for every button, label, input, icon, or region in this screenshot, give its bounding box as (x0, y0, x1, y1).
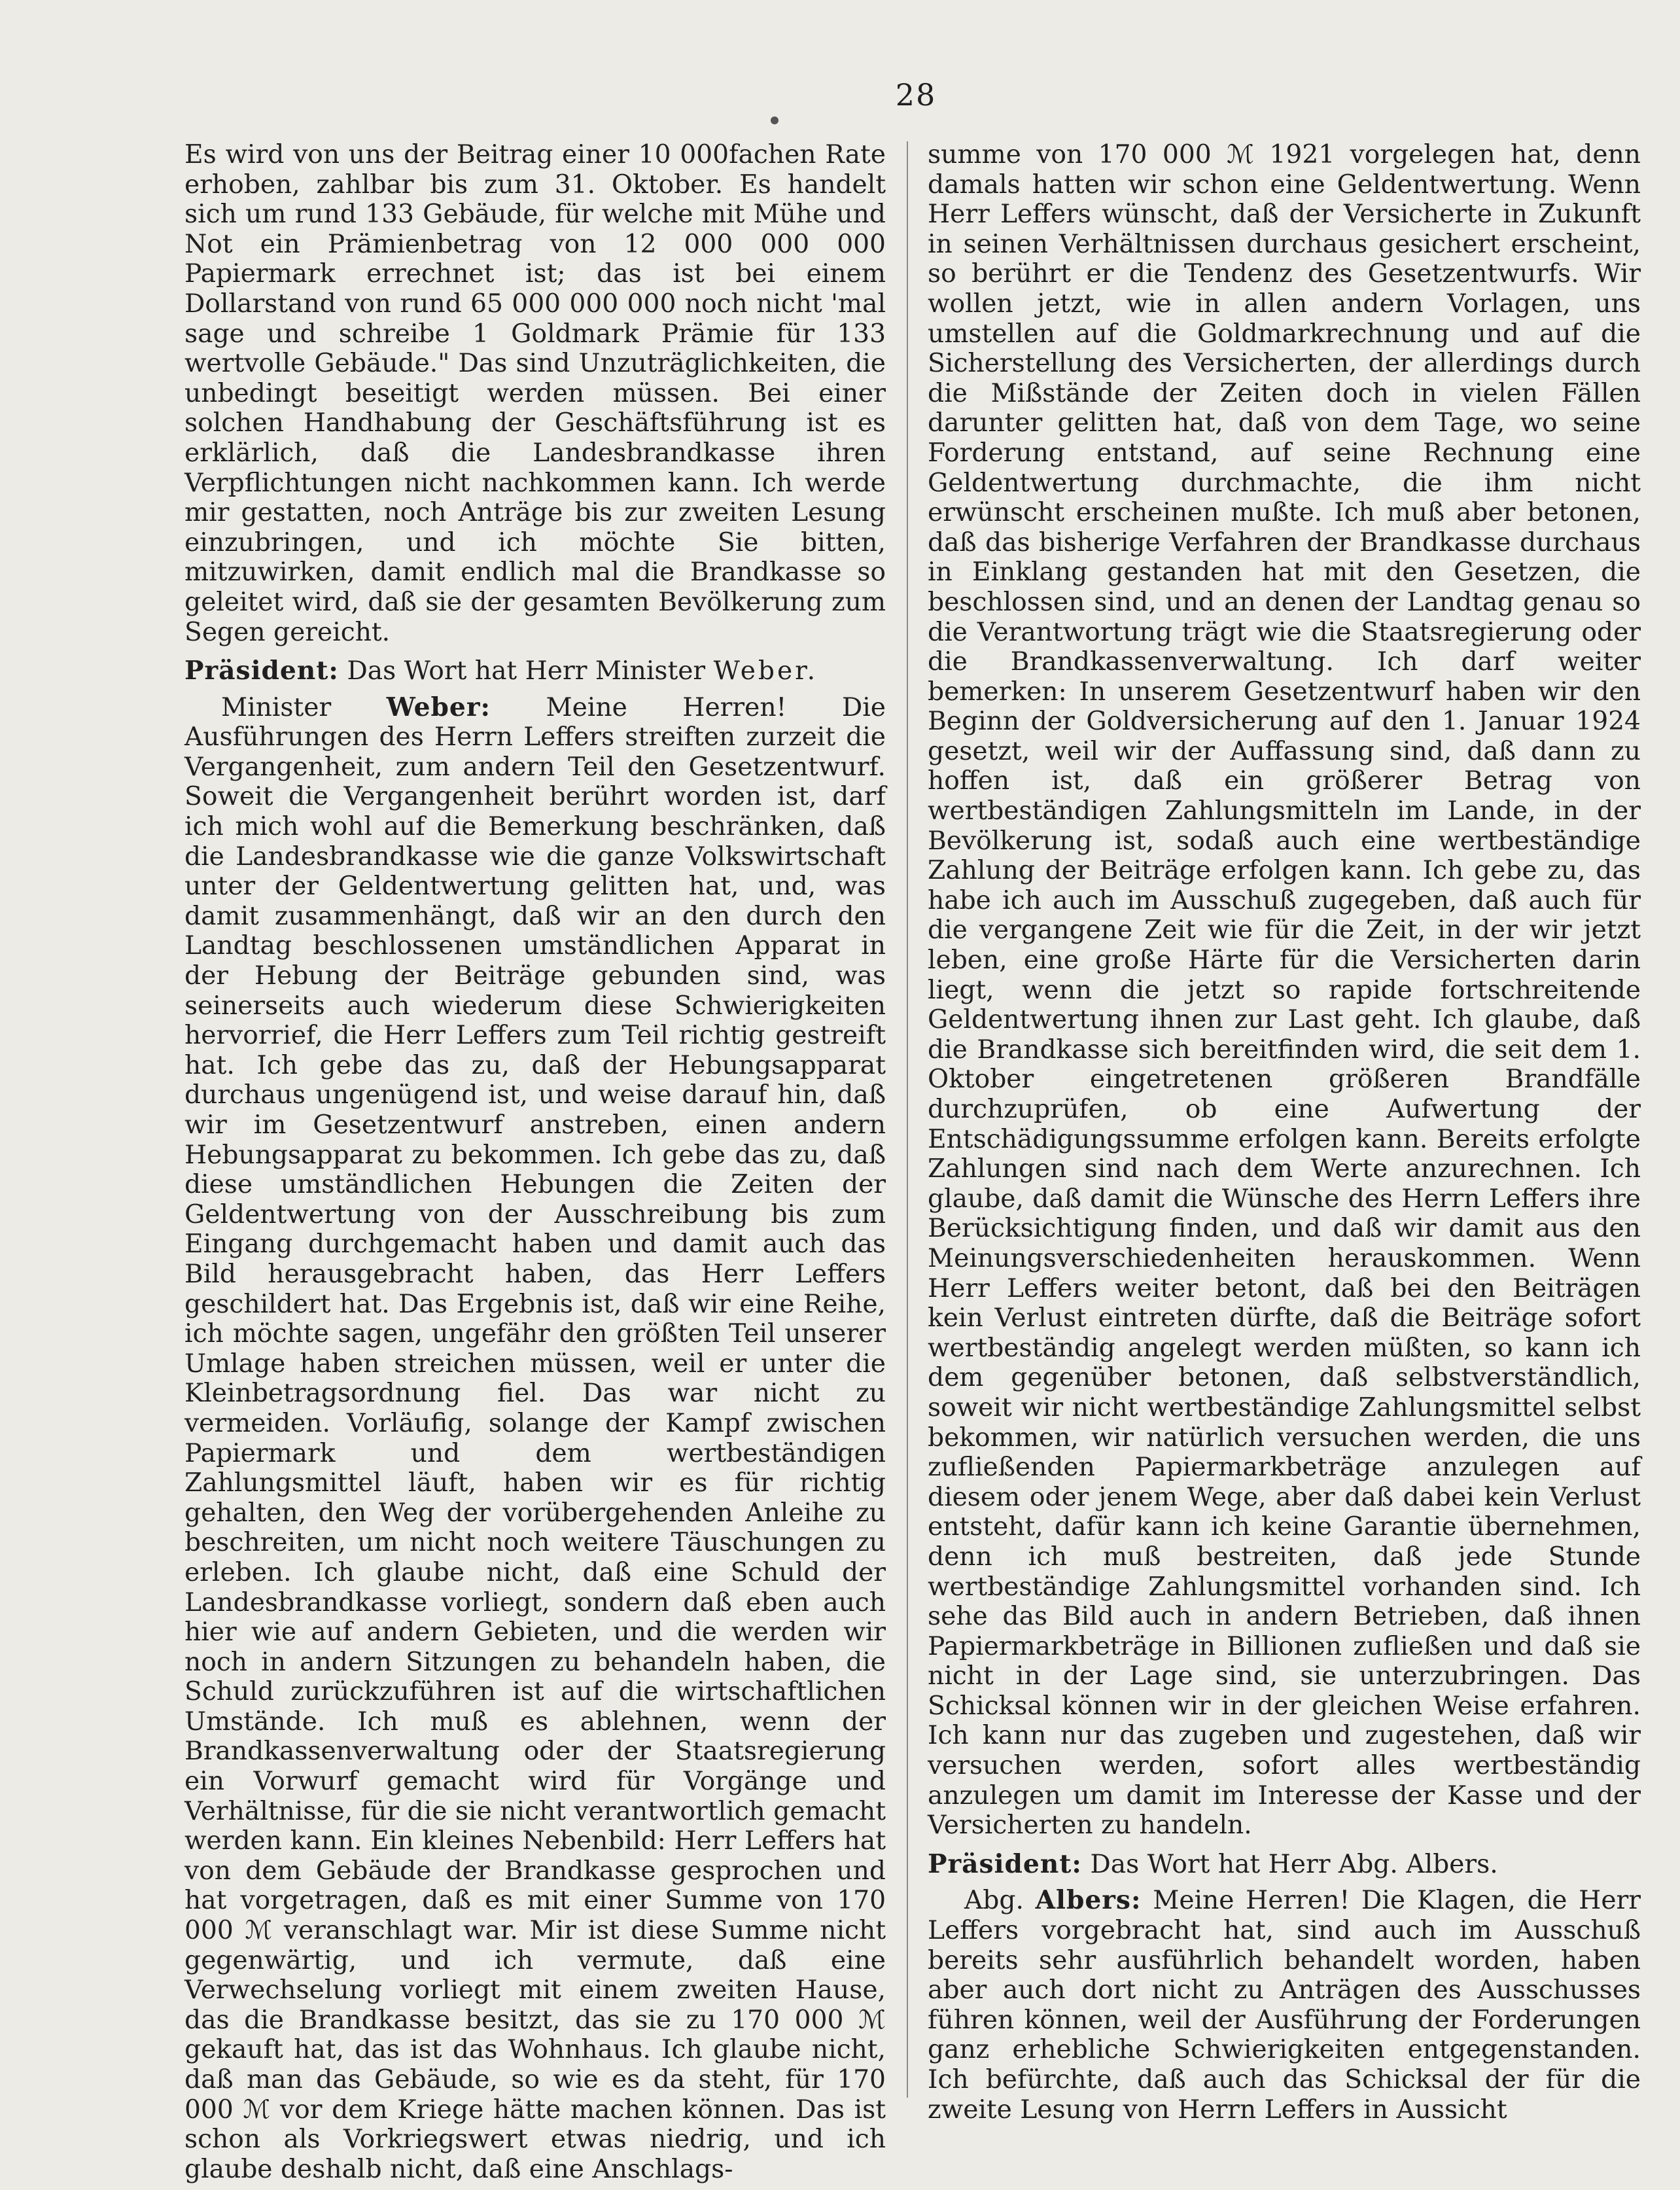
president-name: Weber. (713, 656, 818, 686)
president-label: Präsident: (184, 656, 339, 686)
page-number: 28 (895, 77, 937, 113)
minister-text: Meine Herren! Die Ausführungen des Herrn Leffers streiften zurzeit die Vergangenheit, zum andern Teil den Gesetzentwurf. Soweit die Vergangenheit berührt worden ist, darf ich mich wohl auf die Bemerkung beschränken, daß die Landesbrandkasse wie die ganze Volkswirtschaft unter der Geldentwertung gelitten hat, und, was damit zusammenhängt, daß wir an den durch den Landtag beschlossenen umständlichen Apparat in der Hebung der Beiträge gebunden sind, was seinerseits auch wiederum diese Schwierigkeiten hervorrief, die Herr Leffers zum Teil richtig gestreift hat. Ich gebe das zu, daß der Hebungsapparat durchaus ungenügend ist, und weise darauf hin, daß wir im Gesetzentwurf anstreben, einen andern Hebungsapparat zu bekommen. Ich gebe das zu, daß diese umständlichen Hebungen die Zeiten der Geldentwertung von der Ausschreibung bis zum Eingang durchgemacht haben und damit auch das Bild herausgebracht haben, das Herr Leffers geschildert hat. Das Ergebnis ist, daß wir eine Reihe, ich möchte sagen, ungefähr den größten Teil unserer Umlage haben streichen müssen, weil er unter die Kleinbetragsordnung fiel. Das war nicht zu vermeiden. Vorläufig, solange der Kampf zwischen Papiermark und dem wertbeständigen Zahlungsmittel läuft, haben wir es für richtig gehalten, den Weg der vorübergehenden Anleihe zu beschreiten, um nicht noch weitere Täuschungen zu erleben. Ich glaube nicht, daß eine Schuld der Landesbrandkasse vorliegt, sondern daß eben auch hier wie auf andern Gebieten, und die werden wir noch in andern Sitzungen zu behandeln haben, die Schuld zurückzuführen ist auf die wirtschaftlichen Umstände. Ich muß es ablehnen, wenn der Brandkassenverwaltung oder der Staatsregierung ein Vorwurf gemacht wird für Vorgänge und Verhältnisse, für die sie nicht verantwortlich gemacht werden kann. Ein kleines Nebenbild: Herr Leffers hat von dem Gebäude der Brandkasse gesprochen und hat vorgetragen, daß es mit einer Summe von 170 000 ℳ veranschlagt war. Mir ist diese Summe nicht gegenwärtig, und ich vermute, daß eine Verwechselung vorliegt mit einem zweiten Hause, das die Brandkasse besitzt, das sie zu 170 000 ℳ gekauft hat, das ist das Wohnhaus. Ich glaube nicht, daß man das Gebäude, so wie es da steht, für 170 000 ℳ vor dem Kriege hätte machen können. Das ist schon als Vorkriegswert etwas niedrig, und ich glaube deshalb nicht, daß eine Anschlags- (184, 692, 886, 2184)
column-divider (907, 141, 908, 2098)
abg-text: Meine Herren! Die Klagen, die Herr Leffers vorgebracht hat, sind auch im Ausschuß bereits sehr ausführlich behandelt worden, haben aber auch dort nicht zu Anträgen des Ausschusses führen können, weil der Ausführung der Forderungen ganz erhebliche Schwierigkeiten entgegenstanden. Ich befürchte, daß auch das Schicksal der für die zweite Lesung von Herrn Leffers in Aussicht (928, 1886, 1641, 2125)
left-president-line (184, 656, 886, 686)
abg-prefix: Abg. (964, 1886, 1024, 1916)
abg-name: Albers: (1035, 1885, 1142, 1916)
president-text: Das Wort hat Herr Minister (347, 656, 706, 686)
left-paragraph-1: Es wird von uns der Beitrag einer 10 000fachen Rate erhoben, zahlbar bis zum 31. Oktober. Es handelt sich um rund 133 Gebäude, für welche mit Mühe und Not ein Prämienbetrag von 12 000 000 000 Papiermark errechnet ist; das ist bei einem Dollarstand von rund 65 000 000 000 noch nicht 'mal sage und schreibe 1 Goldmark Prämie für 133 wertvolle Gebäude." Das sind Unzuträglichkeiten, die unbedingt beseitigt werden müssen. Bei einer solchen Handhabung der Geschäftsführung ist es erklärlich, daß die Landesbrandkasse ihren Verpflichtungen nicht nachkommen kann. Ich werde mir gestatten, noch Anträge bis zur zweiten Lesung einzubringen, und ich möchte Sie bitten, mitzuwirken, damit endlich mal die Brandkasse so geleitet wird, daß sie der gesamten Bevölkerung zum Segen gereicht. (184, 140, 886, 647)
ink-dot (771, 116, 779, 124)
left-column (184, 140, 886, 2184)
right-column (928, 140, 1641, 2125)
right-president-line (928, 1850, 1641, 1880)
minister-speech (184, 693, 886, 2185)
president-label-right: Präsident: (928, 1848, 1082, 1879)
albers-speech (928, 1886, 1641, 2125)
minister-name: Weber: (386, 692, 491, 722)
minister-prefix: Minister (221, 692, 332, 722)
president-text-right: Das Wort hat Herr Abg. Albers. (1090, 1849, 1498, 1879)
right-paragraph-1: summe von 170 000 ℳ 1921 vorgelegen hat, denn damals hatten wir schon eine Geldentwertung. Wenn Herr Leffers wünscht, daß der Versicherte in Zukunft in seinen Verhältnissen durchaus gesichert erscheint, so berührt er die Tendenz des Gesetzentwurfs. Wir wollen jetzt, wie in allen andern Vorlagen, uns umstellen auf die Goldmarkrechnung und auf die Sicherstellung des Versicherten, der allerdings durch die Mißstände der Zeiten doch in vielen Fällen darunter gelitten hat, daß von dem Tage, wo seine Forderung entstand, auf seine Rechnung eine Geldentwertung durchmachte, die ihm nicht erwünscht erscheinen mußte. Ich muß aber betonen, daß das bisherige Verfahren der Brandkasse durchaus in Einklang gestanden hat mit den Gesetzen, die beschlossen sind, und an denen der Landtag genau so die Verantwortung trägt wie die Staatsregierung oder die Brandkassenverwaltung. Ich darf weiter bemerken: In unserem Gesetzentwurf haben wir den Beginn der Goldversicherung auf den 1. Januar 1924 gesetzt, weil wir der Auffassung sind, daß dann zu hoffen ist, daß ein größerer Betrag von wertbeständigen Zahlungsmitteln im Lande, in der Bevölkerung ist, sodaß auch eine wertbeständige Zahlung der Beiträge erfolgen kann. Ich gebe zu, das habe ich auch im Ausschuß zugegeben, daß auch für die vergangene Zeit wie für die Zeit, in der wir jetzt leben, eine große Härte für die Versicherten darin liegt, wenn die jetzt so rapide fortschreitende Geldentwertung ihnen zur Last geht. Ich glaube, daß die Brandkasse sich bereitfinden wird, die seit dem 1. Oktober eingetretenen größeren Brandfälle durchzuprüfen, ob eine Aufwertung der Entschädigungssumme erfolgen kann. Bereits erfolgte Zahlungen sind nach dem Werte anzurechnen. Ich glaube, daß damit die Wünsche des Herrn Leffers ihre Berücksichtigung finden, und daß wir damit aus den Meinungsverschiedenheiten herauskommen. Wenn Herr Leffers weiter betont, daß bei den Beiträgen kein Verlust eintreten dürfte, daß die Beiträge sofort wertbeständig angelegt werden müßten, so kann ich dem gegenüber betonen, daß selbstverständlich, soweit wir nicht wertbeständige Zahlungsmittel selbst bekommen, wir natürlich versuchen werden, die uns zufließenden Papiermarkbeträge anzulegen auf diesem oder jenem Wege, aber daß dabei kein Verlust entsteht, dafür kann ich keine Garantie übernehmen, denn ich muß bestreiten, daß jede Stunde wertbeständige Zahlungsmittel vorhanden sind. Ich sehe das Bild auch in andern Betrieben, daß ihnen Papiermarkbeträge in Billionen zufließen und daß sie nicht in der Lage sind, sie unterzubringen. Das Schicksal können wir in der gleichen Weise erfahren. Ich kann nur das zugeben und zugestehen, daß wir versuchen werden, sofort alles wertbeständig anzulegen um damit im Interesse der Kasse und der Versicherten zu handeln. (928, 140, 1641, 1841)
